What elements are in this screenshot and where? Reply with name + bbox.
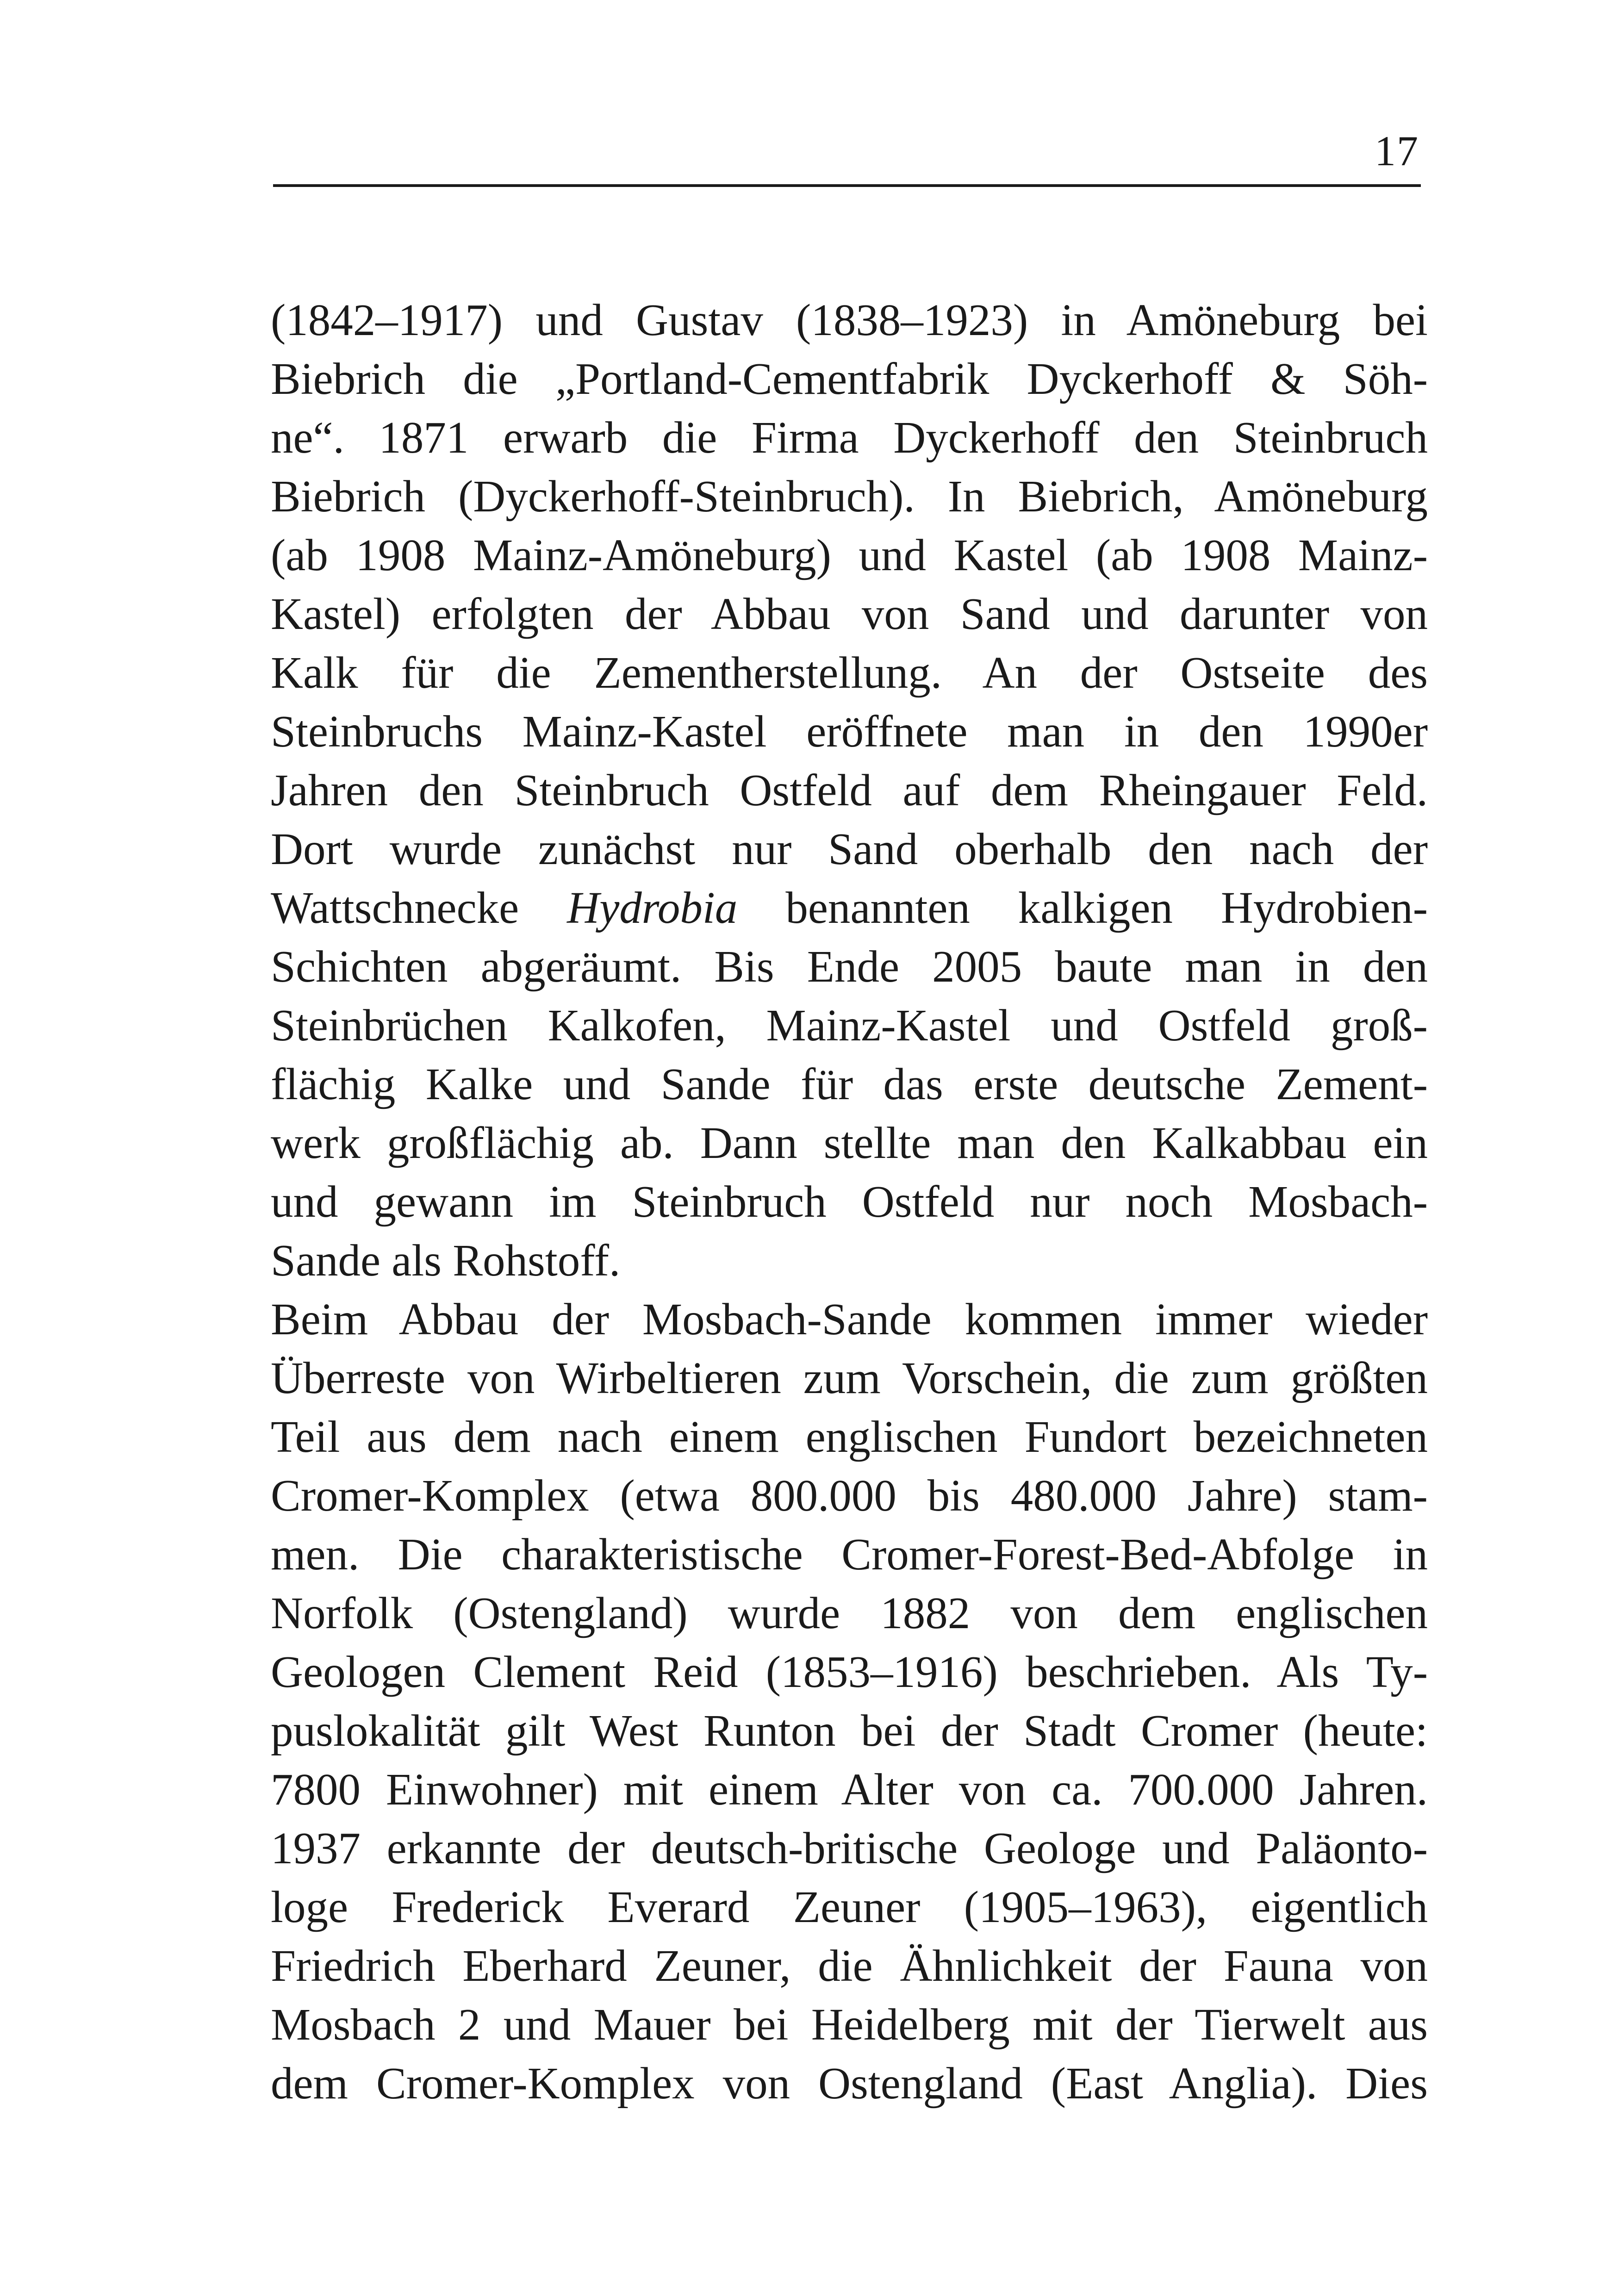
text-line: loge Frederick Everard Zeuner (1905–1963), eigentlich [271, 1882, 1428, 1932]
text-line: Teil aus dem nach einem englischen Fundort bezeichneten [271, 1412, 1428, 1462]
text-span: Wattschnecke [271, 883, 567, 933]
text-line: Sande als Rohstoff. [271, 1236, 621, 1285]
text-line: Kastel) erfolgten der Abbau von Sand und darunter von [271, 589, 1428, 639]
text-line: 7800 Einwohner) mit einem Alter von ca. 700.000 Jahren. [271, 1765, 1428, 1814]
italic-term: Hydrobia [567, 883, 738, 933]
header-rule [273, 184, 1421, 187]
text-line: puslokalität gilt West Runton bei der Stadt Cromer (heute: [271, 1706, 1428, 1755]
text-line: Schichten abgeräumt. Bis Ende 2005 baute man in den [271, 942, 1428, 991]
text-line: Mosbach 2 und Mauer bei Heidelberg mit der Tierwelt aus [271, 2000, 1428, 2049]
text-line: und gewann im Steinbruch Ostfeld nur noch Mosbach- [271, 1177, 1428, 1226]
text-line: flächig Kalke und Sande für das erste deutsche Zement- [271, 1059, 1428, 1109]
text-line: Steinbruchs Mainz-Kastel eröffnete man in den 1990er [271, 707, 1428, 756]
text-line: (ab 1908 Mainz-Amöneburg) und Kastel (ab 1908 Mainz- [271, 530, 1428, 580]
text-line: Kalk für die Zementherstellung. An der Ostseite des [271, 648, 1428, 697]
text-line: men. Die charakteristische Cromer-Forest-Bed-Abfolge in [271, 1530, 1428, 1579]
text-line: werk großflächig ab. Dann stellte man den Kalkabbau ein [271, 1118, 1428, 1168]
text-line [271, 878, 1428, 937]
text-line: Friedrich Eberhard Zeuner, die Ähnlichkeit der Fauna von [271, 1941, 1428, 1991]
text-line: (1842–1917) und Gustav (1838–1923) in Amöneburg bei [271, 295, 1428, 345]
page-number: 17 [1375, 127, 1419, 174]
text-line: dem Cromer-Komplex von Ostengland (East Anglia). Dies [271, 2059, 1428, 2108]
body-text [271, 291, 1428, 2113]
text-line: Norfolk (Ostengland) wurde 1882 von dem englischen [271, 1588, 1428, 1638]
text-line: Steinbrüchen Kalkofen, Mainz-Kastel und Ostfeld groß- [271, 1001, 1428, 1050]
text-line: Dort wurde zunächst nur Sand oberhalb den nach der [271, 824, 1428, 874]
text-line: ne“. 1871 erwarb die Firma Dyckerhoff den Steinbruch [271, 413, 1428, 462]
text-line: Überreste von Wirbeltieren zum Vorschein, die zum größten [271, 1353, 1428, 1403]
text-line: Biebrich (Dyckerhoff-Steinbruch). In Biebrich, Amöneburg [271, 472, 1428, 521]
text-line: Biebrich die „Portland-Cementfabrik Dyckerhoff & Söh- [271, 354, 1428, 404]
text-span: benannten kalkigen Hydrobien- [737, 883, 1428, 933]
text-line: Beim Abbau der Mosbach-Sande kommen immer wieder [271, 1294, 1428, 1344]
text-line: 1937 erkannte der deutsch-britische Geologe und Paläonto- [271, 1823, 1428, 1873]
text-line: Jahren den Steinbruch Ostfeld auf dem Rheingauer Feld. [271, 765, 1428, 815]
text-line: Geologen Clement Reid (1853–1916) beschrieben. Als Ty- [271, 1647, 1428, 1697]
text-line: Cromer-Komplex (etwa 800.000 bis 480.000 Jahre) stam- [271, 1471, 1428, 1520]
